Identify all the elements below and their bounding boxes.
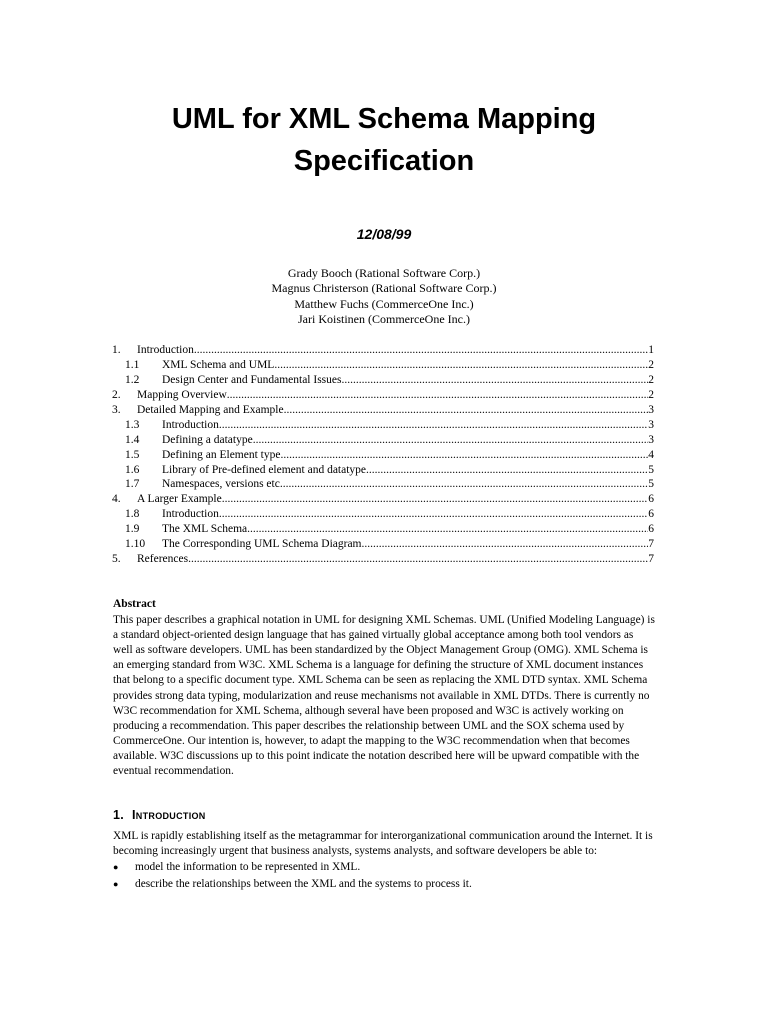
abstract-section (113, 597, 655, 779)
toc-dot-leader (253, 433, 649, 448)
toc-entry[interactable] (112, 373, 654, 388)
toc-dot-leader (274, 358, 648, 373)
toc-entry-title: Mapping Overview (137, 388, 227, 401)
toc-entry-title: XML Schema and UML (162, 358, 275, 371)
toc-entry-page: 3 (648, 418, 654, 431)
introduction-bullet-list (113, 859, 658, 893)
list-item-text: model the information to be represented in XML. (135, 861, 361, 874)
toc-entry-title: Introduction (137, 344, 194, 356)
toc-entry-page: 1 (648, 344, 654, 356)
toc-entry-page: 3 (648, 433, 654, 446)
toc-entry-number: 4. (112, 493, 121, 506)
toc-entry-title: Detailed Mapping and Example (137, 403, 284, 416)
toc-entry-number: 1.7 (125, 478, 140, 491)
toc-dot-leader (222, 492, 649, 507)
toc-dot-leader (219, 507, 648, 522)
section-number: 1. (113, 808, 125, 822)
toc-entry-title: Namespaces, versions etc. (162, 478, 283, 491)
section-heading-introduction (113, 808, 206, 822)
toc-entry[interactable] (112, 433, 654, 448)
toc-entry-title: The Corresponding UML Schema Diagram (162, 538, 362, 551)
toc-entry[interactable] (112, 522, 654, 537)
toc-entry-page: 6 (648, 523, 654, 536)
section-title: Introduction (132, 808, 206, 822)
bullet-icon: ● (113, 879, 119, 890)
toc-dot-leader (366, 463, 648, 478)
toc-entry[interactable] (112, 507, 654, 522)
toc-entry-page: 2 (648, 388, 654, 401)
bullet-icon: ● (113, 862, 119, 873)
introduction-body: XML is rapidly establishing itself as the metagrammar for interorganizational communication around the Internet. It is becoming increasingly urgent that business analysts, systems analysts, and software developers be able to: (113, 830, 653, 858)
toc-entry-title: Introduction (162, 508, 219, 521)
toc-entry-number: 1.4 (125, 433, 140, 446)
toc-dot-leader (227, 388, 649, 403)
toc-entry-page: 5 (648, 478, 654, 491)
toc-entry-title: The XML Schema (162, 523, 248, 536)
toc-entry-number: 1.6 (125, 463, 140, 476)
toc-entry-number: 1.9 (125, 523, 140, 536)
author-list (0, 266, 768, 327)
document-date: 12/08/99 (356, 226, 412, 242)
toc-entry-page: 7 (648, 553, 654, 566)
title-line-2: Specification (293, 145, 475, 177)
toc-entry-page: 2 (648, 373, 654, 386)
author-name: Magnus Christerson (Rational Software Corp.) (271, 281, 497, 296)
toc-entry-page: 6 (648, 493, 654, 506)
toc-entry-title: Design Center and Fundamental Issues (162, 373, 342, 386)
abstract-heading: Abstract (113, 598, 156, 610)
toc-entry-number: 1.8 (125, 508, 140, 521)
toc-entry[interactable] (112, 537, 654, 552)
toc-entry-title: Defining a datatype (162, 433, 253, 446)
introduction-section (113, 829, 658, 893)
toc-dot-leader (362, 537, 649, 552)
toc-entry-page: 5 (648, 463, 654, 476)
toc-entry-page: 4 (648, 448, 654, 461)
list-item (113, 876, 658, 893)
author-name: Grady Booch (Rational Software Corp.) (287, 266, 481, 280)
toc-entry-title: A Larger Example (137, 493, 222, 506)
toc-entry-page: 6 (648, 508, 654, 521)
toc-entry-number: 3. (112, 403, 121, 416)
toc-entry[interactable] (112, 463, 654, 478)
toc-entry[interactable] (112, 388, 654, 403)
toc-entry-number: 1.5 (125, 448, 140, 461)
toc-entry-number: 1.2 (125, 373, 140, 386)
toc-dot-leader (219, 418, 648, 433)
toc-entry-title: Library of Pre-defined element and datatype (162, 463, 367, 476)
toc-entry[interactable] (112, 418, 654, 433)
toc-entry[interactable] (112, 477, 654, 492)
toc-entry-page: 7 (648, 538, 654, 551)
toc-entry-title: References (137, 553, 189, 566)
list-item (113, 859, 658, 876)
toc-dot-leader (342, 373, 649, 388)
toc-entry-page: 2 (648, 358, 654, 371)
list-item-text: describe the relationships between the XML and the systems to process it. (135, 878, 472, 891)
toc-entry[interactable] (112, 492, 654, 507)
toc-entry[interactable] (112, 358, 654, 373)
toc-entry[interactable] (112, 343, 654, 358)
toc-dot-leader (280, 448, 648, 463)
author-name: Jari Koistinen (CommerceOne Inc.) (298, 311, 470, 326)
toc-entry-number: 1.1 (125, 358, 140, 371)
toc-dot-leader (284, 403, 649, 418)
toc-entry[interactable] (112, 403, 654, 418)
toc-entry-number: 1. (112, 344, 121, 356)
toc-entry-number: 5. (112, 553, 121, 566)
document-title (0, 98, 768, 182)
toc-entry[interactable] (112, 448, 654, 463)
toc-dot-leader (188, 552, 648, 567)
toc-entry-number: 2. (112, 388, 121, 401)
toc-dot-leader (283, 477, 649, 492)
toc-entry-number: 1.3 (125, 418, 140, 431)
toc-dot-leader (247, 522, 648, 537)
toc-entry-title: Introduction (162, 418, 219, 431)
toc-entry-number: 1.10 (125, 538, 146, 551)
abstract-body: This paper describes a graphical notation in UML for designing XML Schemas. UML (Unified Modeling Language) is a standard object-oriented design language that has gained virtually global acceptance among both tool vendors as well as software developers. UML has been standardized by the Object Management Group (OMG). XML Schema is an emerging standard from W3C. XML Schema is a language for defining the structure of XML document instances that belong to a specific document type. XML Schema can be seen as replacing the XML DTD syntax. XML Schema provides strong data typing, modularization and reuse mechanisms not available in XML DTDs. There is currently no W3C recommendation for XML Schema, although several have been proposed and W3C is actively working on producing a recommendation. This paper describes the relationship between UML and the SOX schema used by CommerceOne. Our intention is, however, to adapt the mapping to the W3C recommendation when that becomes available. W3C discussions up to this point indicate the notation described here will be upward compatible with the eventual recommendation. (113, 614, 655, 778)
table-of-contents (112, 343, 654, 567)
toc-entry-page: 3 (648, 403, 654, 416)
toc-entry-title: Defining an Element type (162, 448, 281, 461)
toc-dot-leader (194, 343, 648, 358)
title-line-1: UML for XML Schema Mapping (171, 103, 597, 135)
toc-entry[interactable] (112, 552, 654, 567)
author-name: Matthew Fuchs (CommerceOne Inc.) (294, 296, 474, 311)
